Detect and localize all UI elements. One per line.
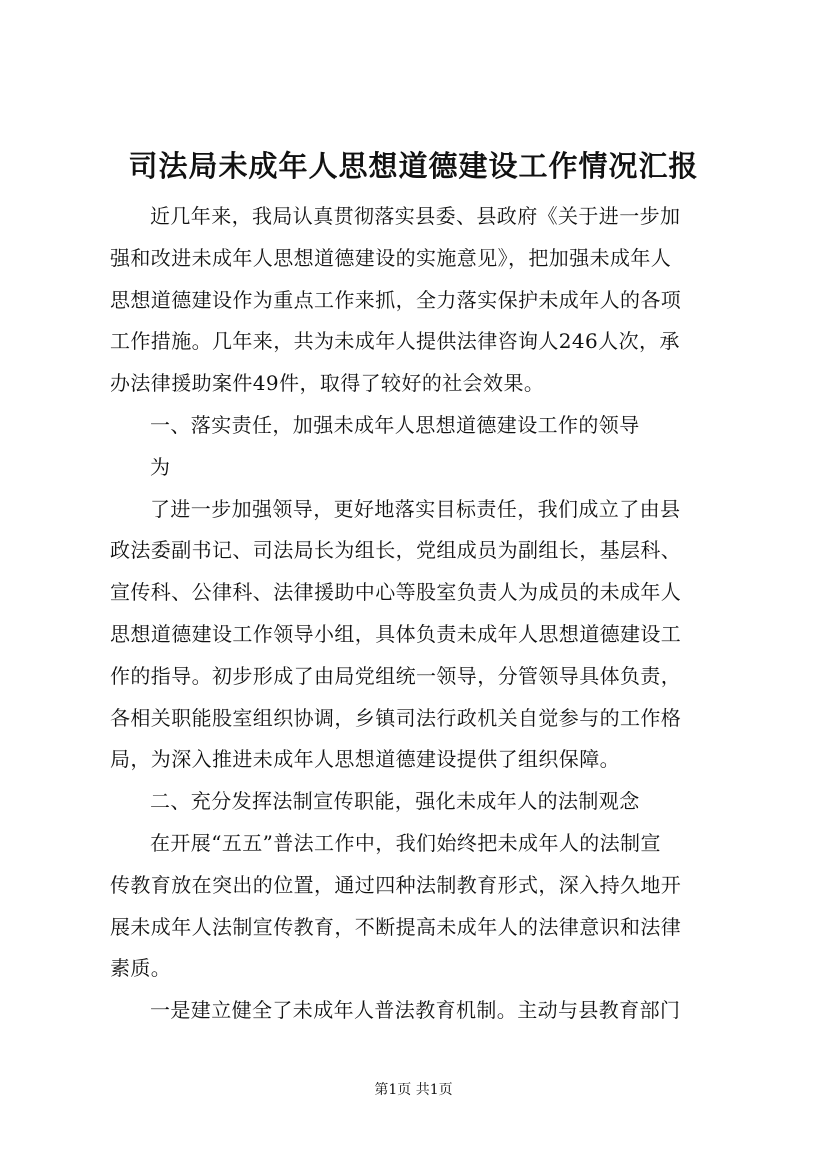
paragraph-line: 在开展“五五”普法工作中，我们始终把未成年人的法制宣 <box>150 830 661 855</box>
paragraph-line: 各相关职能股室组织协调，乡镇司法行政机关自觉参与的工作格 <box>110 705 682 730</box>
paragraph-line: 素质。 <box>110 956 172 981</box>
paragraph-line: 宣传科、公律科、法律援助中心等股室负责人为成员的未成年人 <box>110 580 682 605</box>
paragraph-line: 为 <box>150 454 171 479</box>
paragraph-line: 传教育放在突出的位置，通过四种法制教育形式，深入持久地开 <box>110 872 682 897</box>
paragraph-line: 局，为深入推进未成年人思想道德建设提供了组织保障。 <box>110 747 620 772</box>
section-heading: 二、充分发挥法制宣传职能，强化未成年人的法制观念 <box>150 789 640 814</box>
paragraph-line: 一是建立健全了未成年人普法教育机制。主动与县教育部门 <box>150 998 681 1023</box>
paragraph-line: 了进一步加强领导，更好地落实目标责任，我们成立了由县 <box>150 496 681 521</box>
paragraph-line: 作的指导。初步形成了由局党组统一领导，分管领导具体负责， <box>110 663 682 688</box>
document-body <box>110 196 730 1032</box>
section-heading: 一、落实责任，加强未成年人思想道德建设工作的领导 <box>150 412 640 437</box>
paragraph-line: 办法律援助案件49件，取得了较好的社会效果。 <box>110 371 545 396</box>
paragraph-line: 政法委副书记、司法局长为组长，党组成员为副组长，基层科、 <box>110 538 682 563</box>
page-footer: 第1页 共1页 <box>374 1082 453 1098</box>
paragraph-line: 展未成年人法制宣传教育，不断提高未成年人的法律意识和法律 <box>110 914 682 939</box>
document-title: 司法局未成年人思想道德建设工作情况汇报 <box>128 149 699 183</box>
paragraph-line: 思想道德建设作为重点工作来抓，全力落实保护未成年人的各项 <box>110 287 682 312</box>
paragraph-line: 思想道德建设工作领导小组，具体负责未成年人思想道德建设工 <box>110 621 682 646</box>
paragraph-line: 工作措施。几年来，共为未成年人提供法律咨询人246人次，承 <box>110 329 680 354</box>
paragraph-line: 强和改进未成年人思想道德建设的实施意见》，把加强未成年人 <box>110 245 672 270</box>
paragraph-line: 近几年来，我局认真贯彻落实县委、县政府《关于进一步加 <box>150 204 681 228</box>
